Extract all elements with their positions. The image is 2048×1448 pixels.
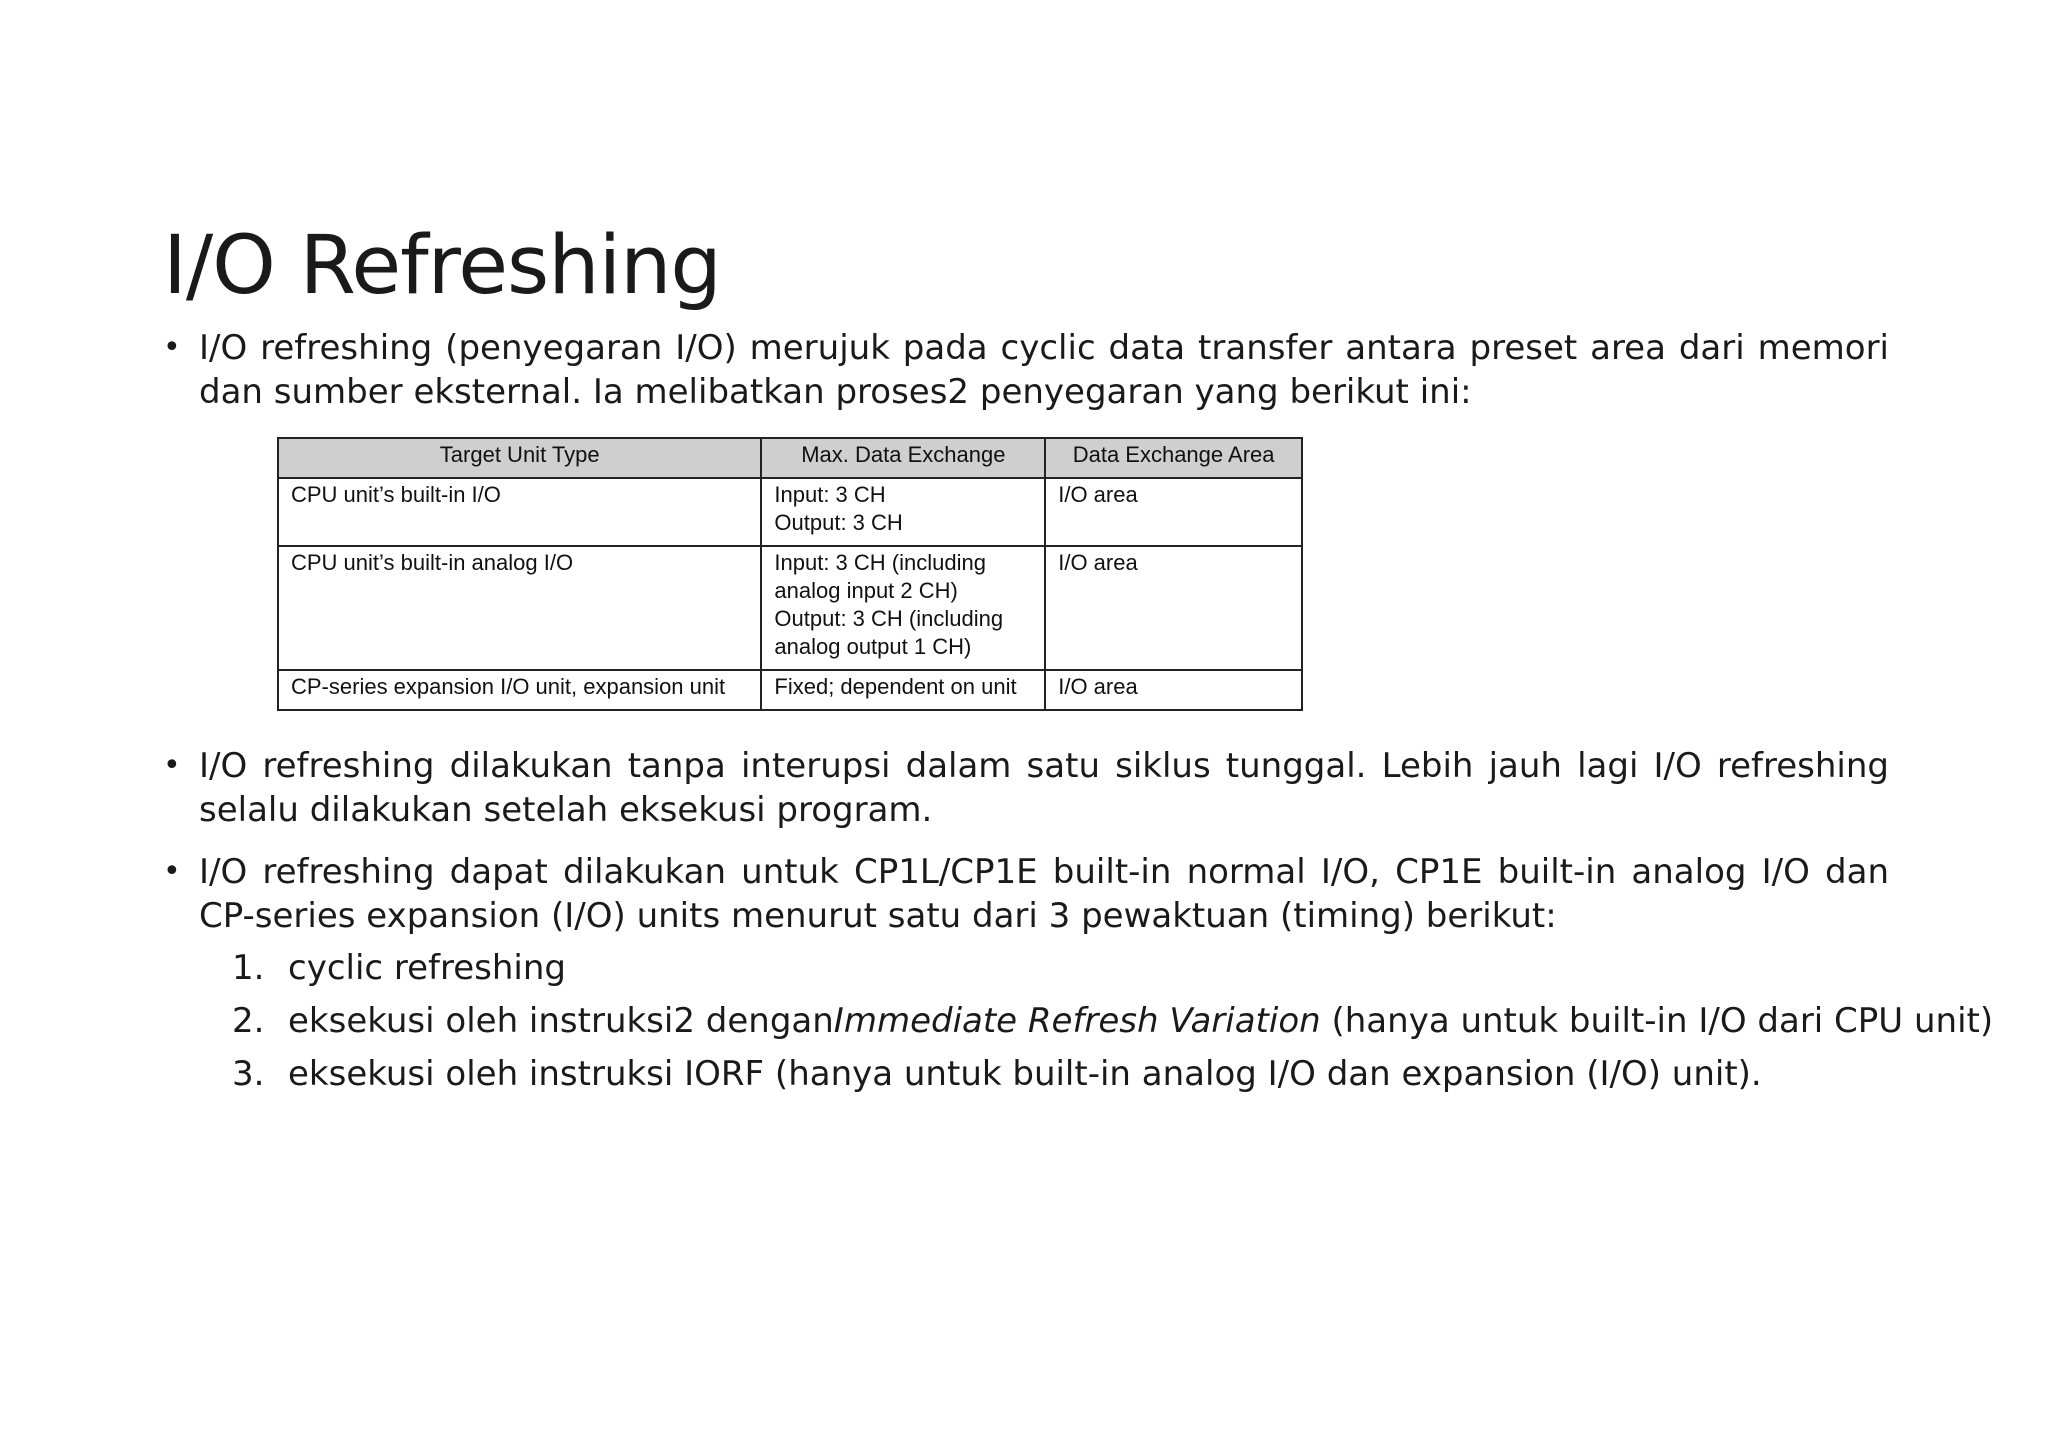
unit-type-cell: CP-series expansion I/O unit, expansion unit [278, 670, 761, 710]
column-header: Max. Data Exchange [761, 438, 1045, 478]
list-text-pre: eksekusi oleh instruksi2 dengan [288, 1001, 834, 1041]
bullet-marker: • [163, 330, 181, 365]
list-text: eksekusi oleh instruksi IORF (hanya untuk built-in analog I/O dan expansion (I/O) unit). [288, 1054, 1762, 1094]
exchange-area-cell: I/O area [1045, 670, 1302, 710]
exchange-area-cell: I/O area [1045, 546, 1302, 670]
timing-list [232, 946, 1993, 1105]
bullet-text: I/O refreshing (penyegaran I/O) merujuk pada cyclic data transfer antara preset area dari memori dan sumber eksternal. Ia melibatkan proses2 penyegaran yang berikut ini: [199, 328, 1889, 412]
list-item [232, 946, 1993, 990]
list-number: 3. [232, 1054, 265, 1094]
table-row [278, 670, 1302, 710]
bullet-text: I/O refreshing dapat dilakukan untuk CP1L/CP1E built-in normal I/O, CP1E built-in analog I/O dan CP-series expansion (I/O) units menurut satu dari 3 pewaktuan (timing) berikut: [199, 852, 1889, 936]
unit-type-cell: CPU unit’s built-in I/O [278, 478, 761, 546]
io-refresh-table [277, 437, 1303, 711]
list-text-emphasis: Immediate Refresh Variation [833, 1001, 1321, 1041]
column-header: Data Exchange Area [1045, 438, 1302, 478]
cell-line: Fixed; dependent on unit [774, 674, 1017, 699]
unit-type-cell: CPU unit’s built-in analog I/O [278, 546, 761, 670]
cell-line: Output: 3 CH [774, 510, 903, 535]
exchange-area-cell: I/O area [1045, 478, 1302, 546]
bullet-item [163, 850, 1889, 940]
bullet-marker: • [163, 748, 181, 783]
data-exchange-cell [761, 670, 1045, 710]
list-number: 1. [232, 948, 265, 988]
table-row [278, 546, 1302, 670]
list-item [232, 1052, 1993, 1096]
data-exchange-cell [761, 478, 1045, 546]
slide-title: I/O Refreshing [163, 219, 721, 313]
table-header-row [278, 438, 1302, 478]
data-exchange-cell [761, 546, 1045, 670]
list-text: cyclic refreshing [288, 948, 567, 988]
bullet-item [163, 744, 1889, 834]
cell-line: Input: 3 CH [774, 482, 886, 507]
cell-line: analog output 1 CH) [774, 634, 972, 659]
list-number: 2. [232, 1001, 265, 1041]
table-row [278, 478, 1302, 546]
cell-line: Input: 3 CH (including [774, 550, 986, 575]
bullet-text: I/O refreshing dilakukan tanpa interupsi dalam satu siklus tunggal. Lebih jauh lagi I/O refreshing selalu dilakukan setelah eksekusi program. [199, 746, 1889, 830]
column-header: Target Unit Type [278, 438, 761, 478]
bullet-marker: • [163, 854, 181, 889]
bullet-item [163, 326, 1889, 416]
list-item [232, 999, 1993, 1043]
list-text-post: (hanya untuk built-in I/O dari CPU unit) [1320, 1001, 1994, 1041]
cell-line: analog input 2 CH) [774, 578, 958, 603]
cell-line: Output: 3 CH (including [774, 606, 1004, 631]
